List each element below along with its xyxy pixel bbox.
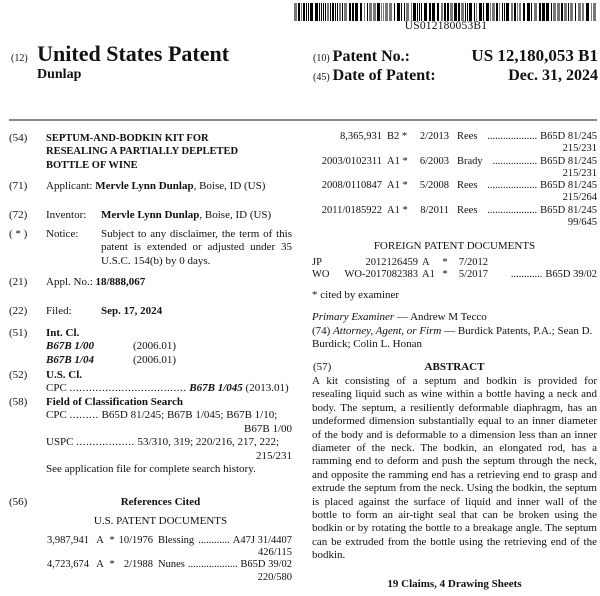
barcode-bar <box>575 3 576 21</box>
notice-label: Notice: <box>46 228 79 240</box>
reference-date: 5/2008 <box>419 180 449 192</box>
barcode-bar <box>367 3 368 21</box>
search-cpc-classes: B65D 81/245; B67B 1/045; B67B 1/10; <box>101 409 278 422</box>
cited-by-examiner-note: * cited by examiner <box>312 289 400 301</box>
barcode-bar <box>432 3 435 21</box>
search-uspc-prefix: USPC <box>46 436 74 449</box>
patent-no-value: US 12,180,053 B1 <box>471 46 598 65</box>
search-cpc-prefix: CPC <box>46 409 67 422</box>
barcode-bar <box>502 3 503 21</box>
reference-class-secondary: 99/645 <box>567 217 597 229</box>
barcode-bar <box>306 3 307 21</box>
barcode-bar <box>323 3 324 21</box>
us-cl-dots: .................................... <box>69 382 187 395</box>
inventor-name: Mervle Lynn Dunlap <box>101 209 200 221</box>
foreign-kind: A1 <box>422 269 435 281</box>
reference-row <box>312 131 597 156</box>
date-label: Date of Patent: <box>332 67 436 84</box>
barcode-bar <box>413 3 416 21</box>
reference-kind: A1 * <box>387 155 408 167</box>
foreign-reference-row <box>312 257 597 269</box>
barcode-bar <box>303 3 305 21</box>
field-code: (72) <box>9 209 28 221</box>
barcode-bar <box>499 3 500 21</box>
barcode-bar <box>578 3 581 21</box>
barcode-bar <box>360 3 362 21</box>
inventor-surname: Dunlap <box>37 67 82 82</box>
barcode-bar <box>465 3 466 21</box>
barcode-number: US012180053B1 <box>404 20 488 32</box>
header-divider <box>9 119 597 121</box>
search-cpc-dots: ......... <box>69 409 99 422</box>
foreign-kind: A <box>422 257 430 268</box>
int-cl-class: B67B 1/00 <box>46 340 94 353</box>
field-code: (57) <box>313 361 332 373</box>
foreign-country: JP <box>312 257 322 268</box>
barcode-bar <box>342 3 343 21</box>
reference-date: 8/2011 <box>420 204 449 216</box>
reference-class: B65D 81/245 <box>540 180 597 192</box>
barcode-bar <box>561 3 563 21</box>
barcode-bar <box>506 3 509 21</box>
barcode-bar <box>467 3 468 21</box>
us-docs-continued <box>312 131 597 229</box>
appl-no-label: Appl. No.: <box>46 276 93 288</box>
barcode-bar <box>514 3 516 21</box>
us-cl-prefix: CPC <box>46 382 67 395</box>
barcode-bar <box>310 3 313 21</box>
reference-class: B65D 39/02 <box>240 559 292 571</box>
abstract-heading: ABSTRACT <box>424 361 485 373</box>
applicant-location: , Boise, ID (US) <box>193 180 266 192</box>
barcode-bar <box>542 3 545 21</box>
search-note: See application file for complete search history. <box>46 463 256 476</box>
foreign-date: 5/2017 <box>458 269 488 281</box>
us-cl-version: (2013.01) <box>245 382 289 395</box>
field-code: (56) <box>9 496 28 508</box>
foreign-docs-heading: FOREIGN PATENT DOCUMENTS <box>373 240 536 252</box>
barcode-bar <box>582 3 584 21</box>
reference-class: B65D 81/245 <box>540 131 597 142</box>
foreign-dots: ............ <box>510 269 543 281</box>
reference-class-secondary: 220/580 <box>257 571 292 583</box>
reference-date: 2/2013 <box>419 131 449 142</box>
reference-name: Rees <box>457 204 478 216</box>
attorney-label: Attorney, Agent, or Firm <box>333 325 442 337</box>
barcode-bar <box>327 3 329 21</box>
barcode-bar <box>383 3 384 21</box>
references-field <box>9 496 292 584</box>
reference-class-secondary: 215/231 <box>562 143 597 155</box>
barcode-bar <box>454 3 457 21</box>
reference-class: B65D 81/245 <box>540 155 597 167</box>
barcode-bar <box>349 3 351 21</box>
abstract-heading-row <box>312 361 597 374</box>
patent-heading: United States Patent <box>37 41 230 66</box>
barcode-bar <box>301 3 302 21</box>
barcode-bar <box>404 3 405 21</box>
search-uspc-classes-cont: 215/231 <box>255 449 292 462</box>
reference-name: Rees <box>457 131 478 142</box>
reference-kind: A <box>96 534 104 546</box>
barcode-bar <box>389 3 392 21</box>
reference-row <box>312 180 597 205</box>
reference-name: Brady <box>457 155 483 167</box>
barcode-bar <box>523 3 525 21</box>
reference-number: 2003/0102311 <box>321 155 382 167</box>
barcode-bar <box>411 3 412 21</box>
search-uspc-dots: .................. <box>76 436 135 449</box>
search-label: Field of Classification Search <box>46 396 183 408</box>
barcode-bar <box>557 3 560 21</box>
int-cl-class: B67B 1/04 <box>46 353 94 366</box>
reference-row <box>312 205 597 230</box>
barcode-bar <box>568 3 569 21</box>
barcode-bar <box>337 3 338 21</box>
barcode-bar <box>593 3 596 21</box>
field-code: (22) <box>9 305 28 317</box>
attorney-sep: — <box>441 325 458 337</box>
reference-name: Nunes <box>158 559 185 571</box>
title-line: RESEALING A PARTIALLY DEPLETED <box>46 146 239 158</box>
examiner-label: Primary Examiner <box>312 311 395 323</box>
barcode-bar <box>364 3 365 21</box>
barcode-bar <box>517 3 518 21</box>
notice-text: Subject to any disclaimer, the term of this patent is extended or adjusted under 35 U.S.C. 154(b) by 0 days. <box>101 228 292 267</box>
barcode-bar <box>381 3 382 21</box>
barcode-bar <box>564 3 567 21</box>
barcode-bar <box>315 3 318 21</box>
reference-class-secondary: 215/231 <box>562 167 597 179</box>
barcode-bar <box>476 3 477 21</box>
reference-name: Rees <box>457 180 478 192</box>
foreign-country: WO <box>312 269 330 281</box>
date-code: (45) <box>313 72 330 83</box>
title-line: SEPTUM-AND-BODKIN KIT FOR <box>46 133 209 144</box>
barcode-bar <box>424 3 427 21</box>
barcode-bar <box>330 3 331 21</box>
kind-code: (12) <box>11 53 28 64</box>
reference-row <box>37 535 292 560</box>
barcode-bar <box>469 3 472 21</box>
field-code: (54) <box>9 132 28 144</box>
barcode <box>294 3 598 21</box>
abstract-text: A kit consisting of a septum and bodkin is provided for resealing liquid such as wine within a bottle having a neck and body. The septum, a resiliently deformable diaphragm, has an undeformed dimension substantially equal to an inner diameter of the body and is deformable to a dimension less than an inner diameter of the neck. The bodkin, an elongated rod, has a ramming end to deform and push the septum through the neck, and opposite the ramming end has a retrieving end to grasp and extrude the septum from the neck. Using the bodkin, the septum is placed against the surface of liquid and inner wall of the bottle to form an air-tight seal that can be broken using the bodkin or by rotating the bottle to a breakage angle. The septum can be extruded from the bottle using the retrieving end of the bodkin. <box>312 375 597 562</box>
reference-kind: A1 * <box>387 204 408 216</box>
barcode-bar <box>474 3 475 21</box>
reference-number: 8,365,931 <box>340 131 382 142</box>
barcode-bar <box>369 3 372 21</box>
examiner-sep: — <box>394 311 411 323</box>
appl-no-value: 18/888,067 <box>95 276 146 288</box>
barcode-bar <box>373 3 376 21</box>
references-heading: References Cited <box>120 496 201 508</box>
reference-number: 2008/0110847 <box>321 180 382 192</box>
field-code: (74) <box>312 325 331 337</box>
foreign-dots <box>488 257 594 269</box>
foreign-reference-row <box>312 269 597 281</box>
barcode-bar <box>444 3 446 21</box>
barcode-bar <box>504 3 505 21</box>
reference-dots: ................... <box>487 131 538 142</box>
barcode-bar <box>551 3 552 21</box>
attorney-text: Burdick Patents, P.A.; Sean D. Burdick; Colin L. Honan <box>312 325 593 351</box>
barcode-bar <box>332 3 334 21</box>
field-code: (21) <box>9 276 28 288</box>
reference-dots: ................... <box>187 559 238 571</box>
reference-star: * <box>109 559 115 571</box>
reference-dots: ............ <box>198 534 230 546</box>
date-value: Dec. 31, 2024 <box>508 67 598 84</box>
reference-class-secondary: 215/264 <box>562 192 597 204</box>
us-cl-class: B67B 1/045 <box>189 382 243 395</box>
barcode-bar <box>321 3 322 21</box>
barcode-bar <box>401 3 402 21</box>
barcode-bar <box>527 3 530 21</box>
int-cl-row <box>46 340 292 353</box>
reference-dots: ................... <box>487 204 538 216</box>
barcode-bar <box>385 3 388 21</box>
barcode-bar <box>437 3 439 21</box>
filed-label: Filed: <box>46 305 72 317</box>
foreign-number: 2012126459 <box>365 257 418 268</box>
barcode-bar <box>591 3 592 21</box>
barcode-bar <box>511 3 513 21</box>
field-code: (52) <box>9 369 28 381</box>
us-docs-heading: U.S. PATENT DOCUMENTS <box>93 515 228 528</box>
barcode-bar <box>531 3 532 21</box>
barcode-bar <box>586 3 589 21</box>
reference-class: B65D 81/245 <box>540 204 597 216</box>
attorney-line <box>312 325 597 352</box>
reference-kind: A <box>96 559 104 571</box>
reference-kind: B2 * <box>387 131 408 142</box>
barcode-bar <box>534 3 537 21</box>
reference-star: * <box>109 534 115 546</box>
patent-no-code: (10) <box>313 53 330 64</box>
barcode-bar <box>417 3 418 21</box>
int-cl-label: Int. Cl. <box>46 327 80 339</box>
patent-date-row <box>313 66 598 88</box>
barcode-bar <box>483 3 484 21</box>
barcode-bar <box>429 3 431 21</box>
examiner-line <box>312 311 597 324</box>
foreign-class: B65D 39/02 <box>545 269 597 281</box>
reference-dots: ................. <box>492 155 538 167</box>
field-code: (51) <box>9 327 28 339</box>
barcode-bar <box>450 3 453 21</box>
foreign-number: WO-2017082383 <box>344 269 418 281</box>
barcode-bar <box>419 3 420 21</box>
reference-kind: A1 * <box>387 180 408 192</box>
field-code: (58) <box>9 396 28 408</box>
filed-value: Sep. 17, 2024 <box>101 305 163 317</box>
barcode-bar <box>294 3 297 21</box>
barcode-bar <box>355 3 358 21</box>
barcode-bar <box>377 3 380 21</box>
claims-summary: 19 Claims, 4 Drawing Sheets <box>387 578 522 590</box>
barcode-bar <box>458 3 460 21</box>
title-line: BOTTLE OF WINE <box>46 159 138 171</box>
inventor-label: Inventor: <box>46 209 87 221</box>
barcode-bar <box>344 3 347 21</box>
search-cpc-classes-cont: B67B 1/00 <box>244 422 292 435</box>
us-cl-label: U.S. Cl. <box>46 369 83 381</box>
int-cl-version: (2006.01) <box>133 340 177 353</box>
examiner-name: Andrew M Tecco <box>410 311 487 323</box>
barcode-bar <box>325 3 326 21</box>
barcode-bar <box>490 3 491 21</box>
foreign-date: 7/2012 <box>458 257 488 268</box>
reference-date: 6/2003 <box>419 155 449 167</box>
applicant-label: Applicant: <box>46 180 93 192</box>
foreign-docs <box>312 257 597 282</box>
foreign-star: * <box>442 257 448 268</box>
reference-row <box>312 156 597 181</box>
reference-row <box>37 559 292 584</box>
reference-number: 2011/0185922 <box>321 204 382 216</box>
applicant-name: Mervle Lynn Dunlap <box>95 180 194 192</box>
barcode-bar <box>479 3 482 21</box>
barcode-bar <box>319 3 320 21</box>
barcode-bar <box>486 3 489 21</box>
inventor-location: , Boise, ID (US) <box>199 209 272 221</box>
barcode-bar <box>394 3 395 21</box>
reference-class: A47J 31/4407 <box>232 534 292 546</box>
search-uspc-classes: 53/310, 319; 220/216, 217, 222; <box>137 436 280 449</box>
barcode-bar <box>397 3 400 21</box>
barcode-bar <box>496 3 498 21</box>
field-code: ( * ) <box>9 228 28 240</box>
barcode-bar <box>421 3 422 21</box>
barcode-bar <box>553 3 556 21</box>
barcode-bar <box>570 3 573 21</box>
barcode-bar <box>539 3 541 21</box>
barcode-bar <box>298 3 300 21</box>
reference-name: Blessing <box>158 534 195 546</box>
barcode-bar <box>335 3 336 21</box>
barcode-bar <box>492 3 495 21</box>
int-cl-version: (2006.01) <box>133 353 177 366</box>
patent-no-label: Patent No.: <box>332 48 410 65</box>
barcode-bar <box>461 3 464 21</box>
reference-date: 10/1976 <box>118 534 153 546</box>
barcode-bar <box>441 3 443 21</box>
reference-number: 3,987,941 <box>47 534 89 546</box>
foreign-star: * <box>442 269 448 281</box>
int-cl-row <box>46 354 292 367</box>
field-code: (71) <box>9 180 28 192</box>
barcode-bar <box>406 3 409 21</box>
reference-class-secondary: 426/115 <box>257 547 292 559</box>
reference-date: 2/1988 <box>123 559 153 571</box>
barcode-bar <box>352 3 354 21</box>
barcode-bar <box>519 3 521 21</box>
barcode-bar <box>339 3 341 21</box>
reference-dots: ................... <box>487 180 538 192</box>
barcode-bar <box>546 3 549 21</box>
barcode-bar <box>447 3 449 21</box>
reference-number: 4,723,674 <box>47 559 89 571</box>
barcode-bar <box>308 3 309 21</box>
